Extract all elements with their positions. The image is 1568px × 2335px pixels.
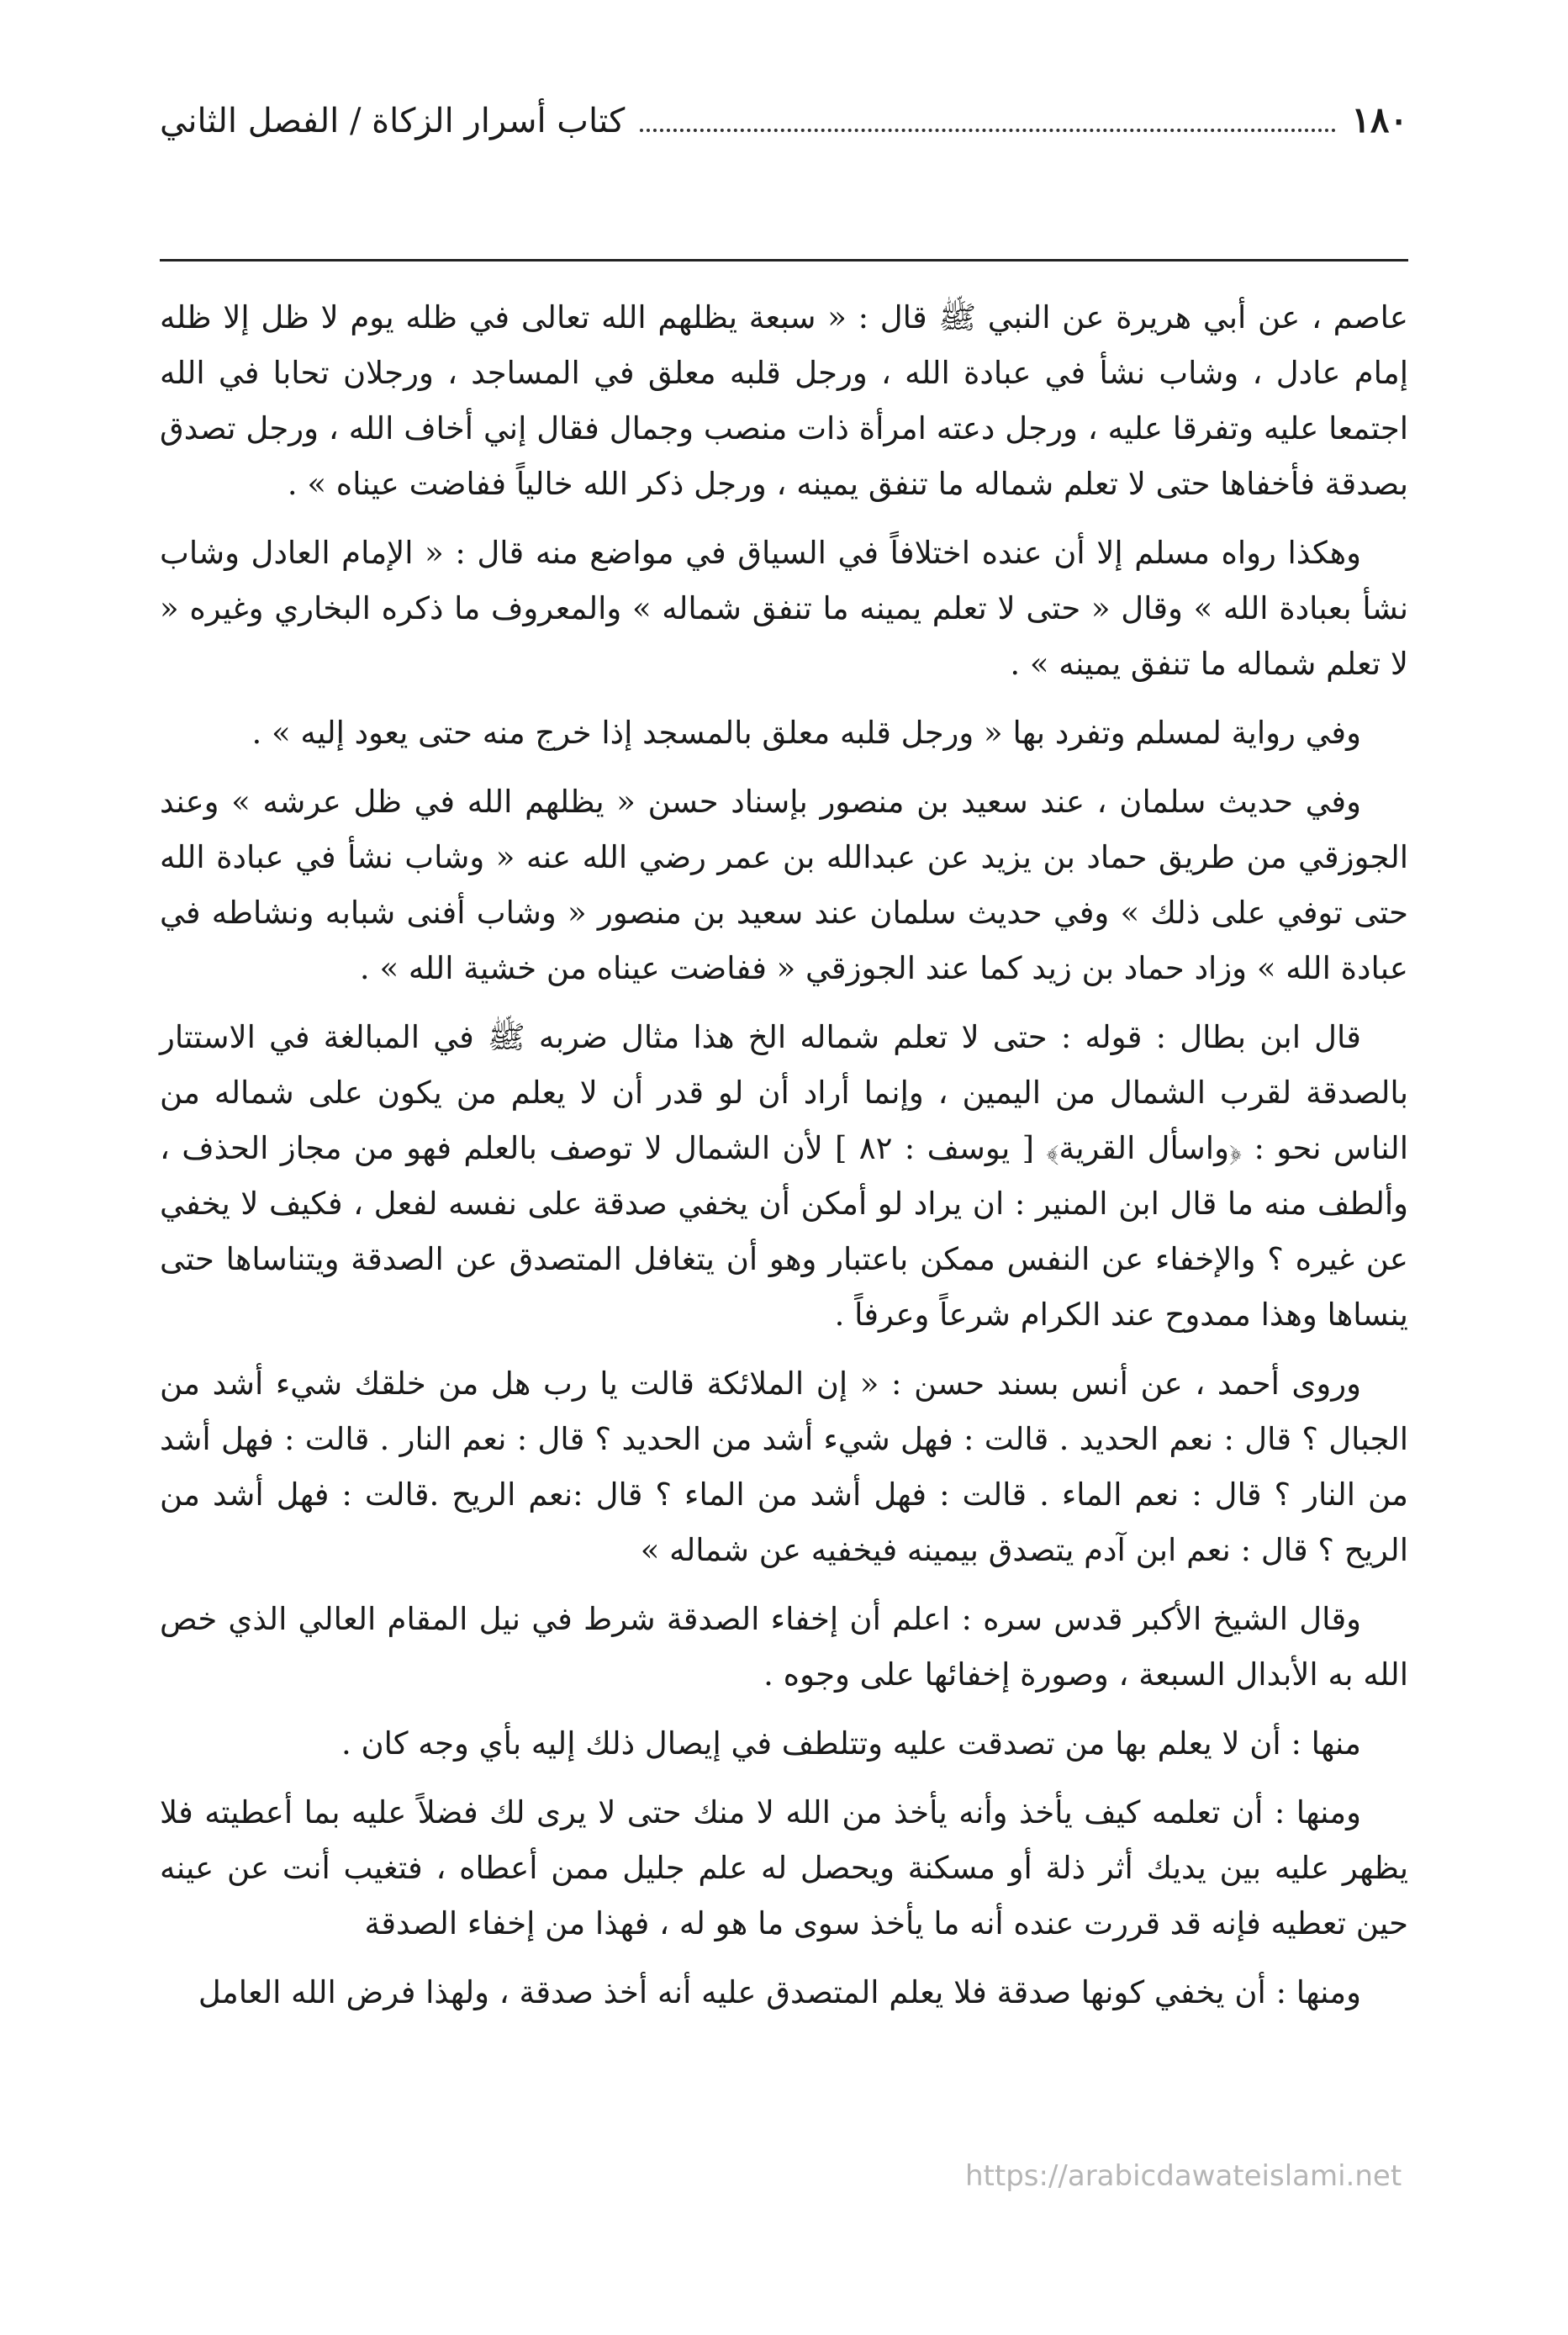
paragraph-shaykh-akbar: وقال الشيخ الأكبر قدس سره : اعلم أن إخفاء الصدقة شرط في نيل المقام العالي الذي خص الله به الأبدال السبعة ، وصورة إخفائها على وجوه . <box>160 1601 1408 1693</box>
body-text <box>160 290 1408 2021</box>
paragraph-ibn-battal: قال ابن بطال : قوله : حتى لا تعلم شماله الخ هذا مثال ضربه ﷺ في المبالغة في الاستتار بالصدقة لقرب الشمال من اليمين ، وإنما أراد أن لو قدر أن لا يعلم من يكون على شماله من الناس نحو : ﴿واسأل القرية﴾ [ يوسف : ٨٢ ] لأن الشمال لا توصف بالعلم فهو من مجاز الحذف ، وألطف منه ما قال ابن المنير : ان يراد لو أمكن أن يخفي صدقة على نفسه لفعل ، فكيف لا يخفي عن غيره ؟ والإخفاء عن النفس ممكن باعتبار وهو أن يتغافل المتصدق عن الصدقة ويتناساها حتى ينساها وهذا ممدوح عند الكرام شرعاً وعرفاً . <box>160 1019 1408 1333</box>
page-number: ١٨٠ <box>1351 99 1408 140</box>
paragraph-first-form: منها : أن لا يعلم بها من تصدقت عليه وتتلطف في إيصال ذلك إليه بأي وجه كان . <box>341 1725 1361 1762</box>
running-title: كتاب أسرار الزكاة / الفصل الثاني <box>160 102 626 140</box>
paragraph-muslim-version: وهكذا رواه مسلم إلا أن عنده اختلافاً في السياق في مواضع منه قال : « الإمام العادل وشاب نشأ بعبادة الله » وقال « حتى لا تعلم يمينه ما تنفق شماله » والمعروف ما ذكره البخاري وغيره « لا تعلم شماله ما تنفق يمينه » . <box>160 535 1408 682</box>
paragraph-second-form: ومنها : أن تعلمه كيف يأخذ وأنه يأخذ من الله لا منك حتى لا يرى لك فضلاً عليه بما أعطيته فلا يظهر عليه بين يديك أثر ذلة أو مسكنة ويحصل له علم جليل ممن أعطاه ، فتغيب أنت عن عينه حين تعطيه فإنه قد قررت عنده أنه ما يأخذ سوى ما هو له ، فهذا من إخفاء الصدقة <box>160 1794 1408 1941</box>
paragraph-hadith-seven: عاصم ، عن أبي هريرة عن النبي ﷺ قال : « سبعة يظلهم الله تعالى في ظله يوم لا ظل إلا ظله إمام عادل ، وشاب نشأ في عبادة الله ، ورجل قلبه معلق في المساجد ، ورجلان تحابا في الله اجتمعا عليه وتفرقا عليه ، ورجل دعته امرأة ذات منصب وجمال فقال إني أخاف الله ، ورجل تصدق بصدقة فأخفاها حتى لا تعلم شماله ما تنفق يمينه ، ورجل ذكر الله خالياً ففاضت عيناه » . <box>160 299 1408 502</box>
paragraph-third-form: ومنها : أن يخفي كونها صدقة فلا يعلم المتصدق عليه أنه أخذ صدقة ، ولهذا فرض الله العامل <box>198 1974 1361 2010</box>
watermark-url: https://arabicdawateislami.net <box>965 2159 1402 2193</box>
paragraph-muslim-narration: وفي رواية لمسلم وتفرد بها « ورجل قلبه معلق بالمسجد إذا خرج منه حتى يعود إليه » . <box>251 715 1361 751</box>
dotted-leader <box>640 129 1336 132</box>
paragraph-ahmad-anas: وروى أحمد ، عن أنس بسند حسن : « إن الملائكة قالت يا رب هل من خلقك شيء أشد من الجبال ؟ قال : نعم الحديد . قالت : فهل شيء أشد من الحديد ؟ قال : نعم النار . قالت : فهل أشد من النار ؟ قال : نعم الماء . قالت : فهل أشد من الماء ؟ قال :نعم الريح .قالت : فهل أشد من الريح ؟ قال : نعم ابن آدم يتصدق بيمينه فيخفيه عن شماله » <box>160 1366 1408 1568</box>
header-rule <box>160 259 1408 261</box>
paragraph-salman-hadith: وفي حديث سلمان ، عند سعيد بن منصور بإسناد حسن « يظلهم الله في ظل عرشه » وعند الجوزقي من طريق حماد بن يزيد عن عبدالله بن عمر رضي الله عنه « وشاب نشأ في عبادة الله حتى توفي على ذلك » وفي حديث سلمان عند سعيد بن منصور « وشاب أفنى شبابه ونشاطه في عبادة الله » وزاد حماد بن زيد كما عند الجوزقي « ففاضت عيناه من خشية الله » . <box>160 784 1408 986</box>
running-header <box>160 99 1408 158</box>
